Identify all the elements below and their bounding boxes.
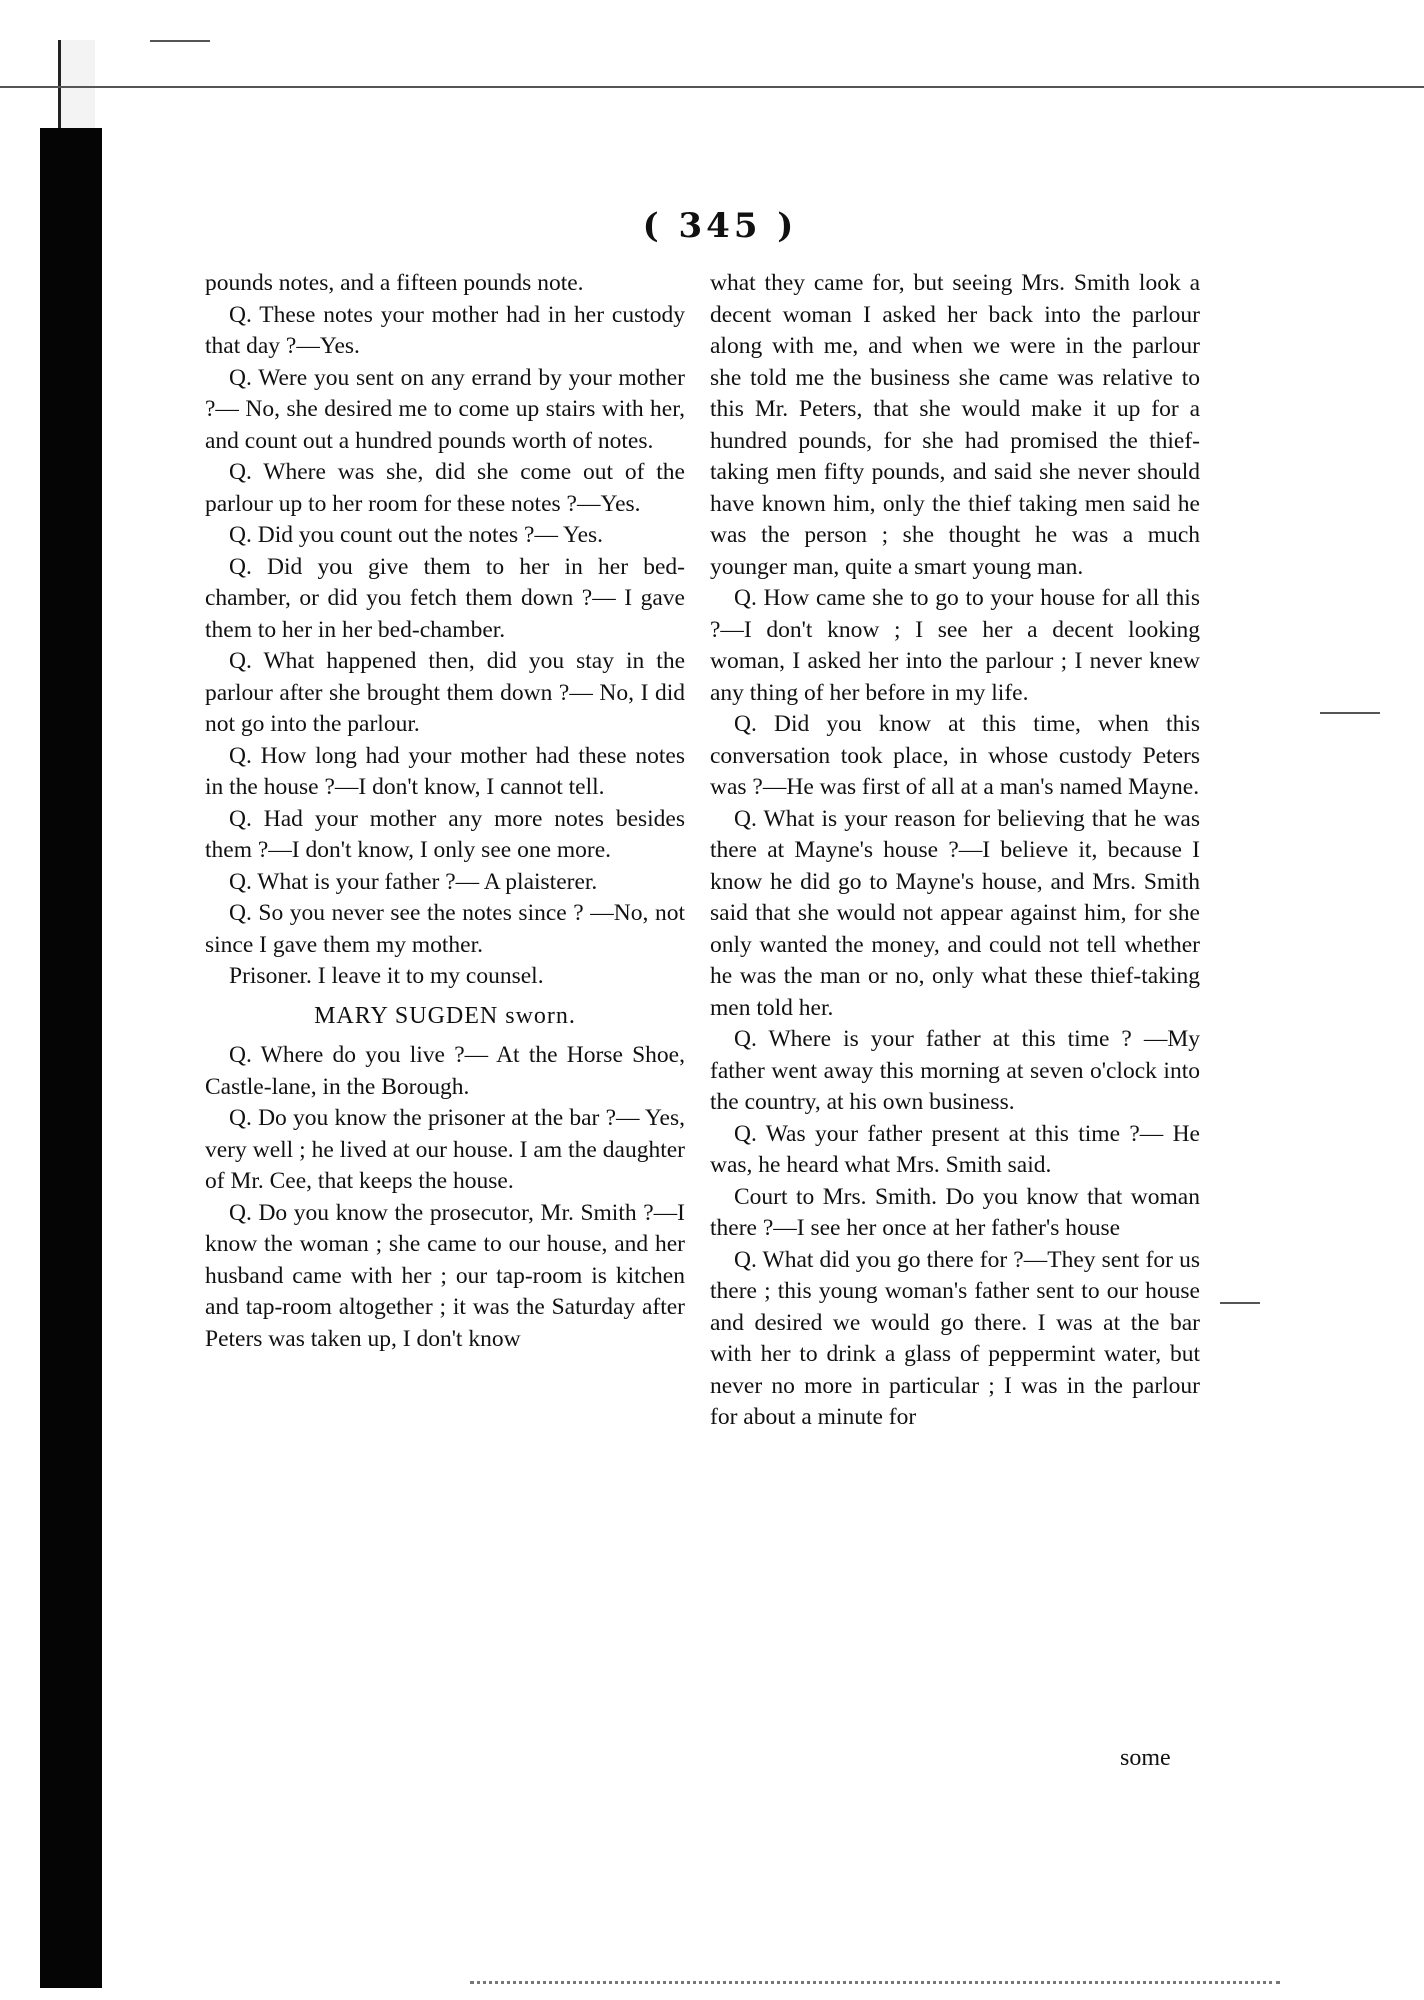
margin-mark xyxy=(1220,1302,1260,1304)
paragraph: Q. Had your mother any more notes besides them ?—I don't know, I only see one more. xyxy=(205,805,685,863)
catchword: some xyxy=(1120,1745,1171,1771)
paragraph: Q. How long had your mother had these notes in the house ?—I don't know, I cannot tell. xyxy=(205,742,685,800)
paragraph: Q. Did you know at this time, when this conversation took place, in whose custody Peters was ?—He was first of all at a man's named Mayne. xyxy=(710,711,1200,800)
paragraph: Q. Did you give them to her in her bed-chamber, or did you fetch them down ?— I gave them to her in her bed-chamber. xyxy=(205,553,685,643)
paragraph: Q. Where is your father at this time ? —My father went away this morning at seven o'clock into the country, at his own business. xyxy=(710,1026,1200,1115)
paragraph: Q. Where do you live ?— At the Horse Shoe, Castle-lane, in the Borough. xyxy=(205,1042,685,1100)
section-heading: MARY SUGDEN sworn. xyxy=(314,1002,576,1029)
left-column xyxy=(205,268,685,1355)
paragraph: Q. Was your father present at this time ?— He was, he heard what Mrs. Smith said. xyxy=(710,1120,1200,1178)
paragraph: Q. Do you know the prisoner at the bar ?— Yes, very well ; he lived at our house. I am the daughter of Mr. Cee, that keeps the house. xyxy=(205,1105,685,1194)
paragraph: Q. So you never see the notes since ? —No, not since I gave them my mother. xyxy=(205,900,685,958)
paragraph: Q. What is your reason for believing that he was there at Mayne's house ?—I believe it, because I know he did go to Mayne's house, and Mrs. Smith said that she would not appear against him, for she only wanted the money, and could not tell whether he was the man or no, only what these thief-taking men told her. xyxy=(710,805,1200,1021)
paragraph: Court to Mrs. Smith. Do you know that woman there ?—I see her once at her father's house xyxy=(710,1183,1200,1241)
paragraph: Q. How came she to go to your house for all this ?—I don't know ; I see her a decent looking woman, I asked her into the parlour ; I never knew any thing of her before in my life. xyxy=(710,585,1200,706)
book-spine-shadow xyxy=(40,128,102,1988)
margin-mark xyxy=(1320,712,1380,714)
paragraph: Q. What did you go there for ?—They sent for us there ; this young woman's father sent to our house and desired we would go there. I was at the bar with her to drink a glass of peppermint water, but never no more in particular ; I was in the parlour for about a minute for xyxy=(710,1246,1200,1430)
paragraph: Q. What is your father ?— A plaisterer. xyxy=(229,868,598,895)
top-mark xyxy=(150,40,210,42)
paragraph: Q. What happened then, did you stay in the parlour after she brought them down ?— No, I did not go into the parlour. xyxy=(205,648,685,737)
book-spine-top xyxy=(58,40,95,128)
paragraph: what they came for, but seeing Mrs. Smith look a decent woman I asked her back into the parlour along with me, and when we were in the parlour she told me the business she came was relative to this Mr. Peters, that she would make it up for a hundred pounds, for she had promised the thief-taking men fifty pounds, and said she never should have known him, only the thief taking men said he was the person ; she thought he was a much younger man, quite a smart young man. xyxy=(710,270,1200,580)
bottom-dotted-rule xyxy=(470,1975,1280,1984)
right-column xyxy=(710,268,1200,1434)
paragraph: Q. Where was she, did she come out of the parlour up to her room for these notes ?—Yes. xyxy=(205,459,685,517)
paragraph: Q. Were you sent on any errand by your mother ?— No, she desired me to come up stairs with her, and count out a hundred pounds worth of notes. xyxy=(205,364,685,454)
paragraph: Q. Do you know the prosecutor, Mr. Smith ?—I know the woman ; she came to our house, and her husband came with her ; our tap-room is kitchen and tap-room altogether ; it was the Saturday after Peters was taken up, I don't know xyxy=(205,1199,685,1352)
paragraph: pounds notes, and a fifteen pounds note. xyxy=(205,270,584,296)
paragraph: Q. Did you count out the notes ?— Yes. xyxy=(229,522,604,548)
paragraph: Q. These notes your mother had in her custody that day ?—Yes. xyxy=(205,301,685,359)
top-rule xyxy=(0,86,1424,88)
page-number: ( 345 ) xyxy=(642,206,798,246)
paragraph: Prisoner. I leave it to my counsel. xyxy=(229,963,544,989)
